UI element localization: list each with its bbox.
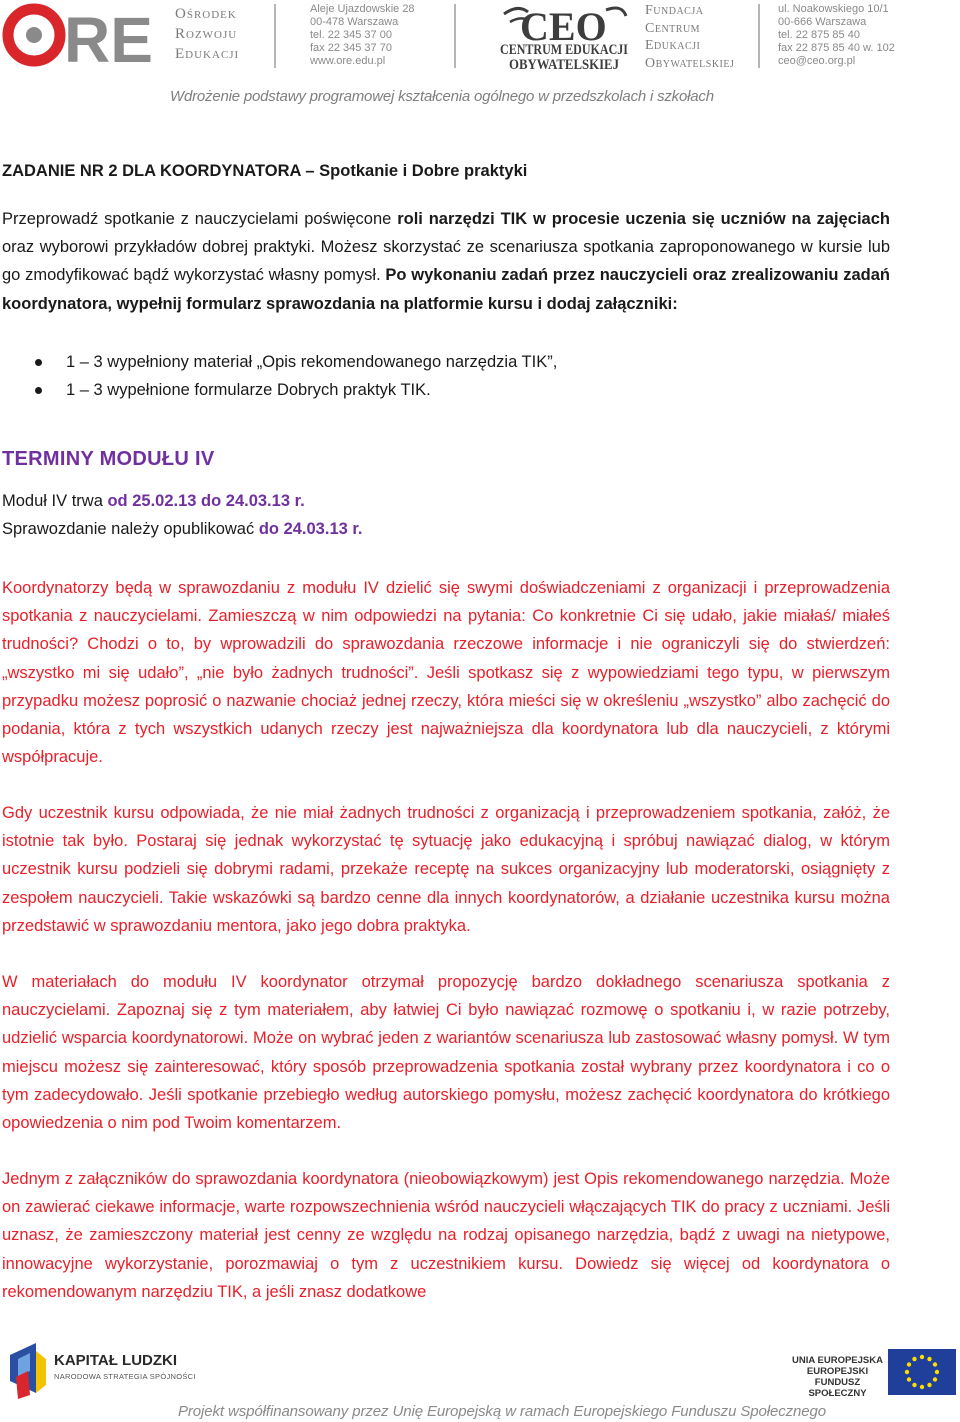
fceo-name-line: Fundacja — [645, 3, 704, 18]
page-footer — [0, 1335, 960, 1422]
address-line: 00-666 Warszawa — [778, 16, 867, 28]
attachment-list — [2, 348, 890, 404]
ore-name-line: Rozwoju — [175, 26, 238, 42]
ore-name-line: Ośrodek — [175, 6, 237, 22]
header-divider — [758, 4, 760, 68]
eu-star-icon — [935, 1370, 939, 1374]
address-line: www.ore.edu.pl — [310, 55, 386, 67]
header-tagline: Wdrożenie podstawy programowej kształcenia ogólnego w przedszkolach i szkołach — [170, 88, 714, 105]
eu-fund-label — [790, 1355, 885, 1399]
eu-star-icon — [933, 1362, 937, 1366]
eu-star-icon — [907, 1362, 911, 1366]
address-line: tel. 22 875 85 40 — [778, 29, 860, 41]
eu-star-icon — [933, 1377, 937, 1381]
eu-star-icon — [905, 1370, 909, 1374]
ceo-logo-line: CENTRUM EDUKACJI — [500, 42, 629, 58]
eu-label-line: UNIA EUROPEJSKA — [792, 1355, 883, 1366]
eu-label-line: FUNDUSZ SPOŁECZNY — [808, 1377, 867, 1399]
ore-name-line: Edukacji — [175, 46, 240, 62]
list-item: 1 – 3 wypełnione formularze Dobrych praktyk TIK. — [2, 376, 890, 404]
eu-star-icon — [927, 1383, 931, 1387]
address-line: fax 22 345 37 70 — [310, 42, 392, 54]
duration-label: Moduł IV trwa — [2, 492, 108, 510]
kapital-ludzki-logo — [8, 1341, 50, 1401]
intro-emphasis: Po wykonaniu zadań przez nauczycieli oraz zrealizowaniu zadań koordynatora, wypełnij formularz sprawozdania na platformie kursu i dodaj załączniki: — [2, 266, 890, 313]
mentor-note: Jednym z załączników do sprawozdania koordynatora (nieobowiązkowym) jest Opis rekomendowanego narzędzia. Może on zawierać ciekawe informacje, warte rozpowszechnienia wśród nauczycieli włączających TIK do pracy z uczniami. Jeśli uznasz, że zamieszczony materiał jest cenny ze względu na rodzaj opisanego narzędzia, bądź z uwagi na nietypowe, innowacyjne wykorzystanie, porozmawiaj o tym z uczestnikiem kursu. Dowiedz się więcej od koordynatora o rekomendowanym narzędziu TIK, a jeśli znasz dodatkowe — [2, 1170, 890, 1301]
ceo-logo — [498, 2, 630, 72]
eu-star-icon — [907, 1377, 911, 1381]
list-item: 1 – 3 wypełniony materiał „Opis rekomendowanego narzędzia TIK”, — [2, 348, 890, 376]
eu-star-icon — [912, 1383, 916, 1387]
address-line: ceo@ceo.org.pl — [778, 55, 856, 67]
terms-heading: TERMINY MODUŁU IV — [2, 448, 215, 470]
address-line: Aleje Ujazdowskie 28 — [310, 3, 415, 15]
kapital-ludzki-subtitle: NARODOWA STRATEGIA SPÓJNOŚCI — [54, 1372, 196, 1381]
eu-label-line: EUROPEJSKI — [806, 1366, 869, 1377]
intro-text: oraz wyborowi przykładów dobrej praktyki. Możesz skorzystać ze scenariusza spotkania zaproponowanego w kursie lub go zmodyfikować bądź wykorzystać własny pomysł. — [2, 238, 890, 285]
fceo-name-line: Edukacji — [645, 38, 701, 53]
ore-address — [310, 3, 415, 68]
ore-name — [175, 4, 270, 64]
fceo-name-line: Centrum — [645, 20, 701, 36]
task-title: ZADANIE NR 2 DLA KOORDYNATORA – Spotkanie i Dobre praktyki — [2, 162, 528, 180]
letterhead — [0, 0, 960, 120]
eu-star-icon — [912, 1357, 916, 1361]
eu-star-icon — [920, 1385, 924, 1389]
duration-dates: od 25.02.13 do 24.03.13 r. — [107, 492, 305, 510]
fceo-address — [778, 3, 895, 68]
project-funding-note: Projekt współfinansowany przez Unię Europejską w ramach Europejskiego Funduszu Społecznego — [178, 1403, 827, 1420]
fceo-name — [645, 2, 750, 72]
intro-text: Przeprowadź spotkanie z nauczycielami poświęcone — [2, 210, 398, 228]
deadline-label: Sprawozdanie należy opublikować — [2, 520, 259, 538]
intro-emphasis: roli narzędzi TIK w procesie uczenia się uczniów na zajęciach — [397, 210, 890, 228]
ceo-logo-line: OBYWATELSKIEJ — [509, 57, 619, 73]
svg-text:CEO: CEO — [520, 4, 607, 49]
mentor-note: W materiałach do modułu IV koordynator otrzymał propozycję bardzo dokładnego scenariusza spotkania z nauczycielami. Zapoznaj się z tym materiałem, aby łatwiej Ci było nawiązać rozmowę o spotkaniu i, w razie potrzeby, udzielić wsparcia koordynatorowi. Może on wybrać jeden z wariantów scenariusza lub zastosować własny pomysł. W tym miejscu możesz się zainteresować, który sposób przeprowadzenia spotkania został wybrany przez koordynatora i co o tym zadecydowało. Jeśli spotkanie przebiegło według autorskiego pomysłu, możesz zachęcić koordynatora do krótkiego opowiedzenia o nim pod Twoim komentarzem. — [2, 973, 890, 1133]
eu-star-icon — [927, 1357, 931, 1361]
address-line: 00-478 Warszawa — [310, 16, 399, 28]
svg-text:RE: RE — [64, 4, 153, 76]
mentor-note: Gdy uczestnik kursu odpowiada, że nie miał żadnych trudności z organizacją i przeprowadzeniem spotkania, załóż, że istotnie tak było. Postaraj się jednak wykorzystać tę sytuację jako edukacyjną i spróbuj nawiązać dialog, w którym uczestnik kursu podzieli się dobrymi radami, przekaże receptę na sukces organizacyjny lub moderatorski, osiągnięty z zespołem nauczycieli. Takie wskazówki są bardzo cenne dla innych koordynatorów, a działanie uczestnika kursu można przedstawić w sprawozdaniu mentora, jako jego dobra praktyka. — [2, 804, 890, 935]
header-divider — [454, 4, 456, 68]
address-line: fax 22 875 85 40 w. 102 — [778, 42, 895, 54]
module-duration — [2, 492, 305, 511]
mentor-note: Koordynatorzy będą w sprawozdaniu z modułu IV dzielić się swymi doświadczeniami z organizacji i przeprowadzenia spotkania z nauczycielami. Zamieszczą w nim odpowiedzi na pytania: Co konkretnie Ci się udało, jakie miałaś/ miałeś trudności? Chodzi o to, by wprowadzili do sprawozdania rzeczowe informacje i nie ograniczyli się do stwierdzeń: „wszystko mi się udało”, „nie było żadnych trudności”. Jeśli spotkasz się z wypowiedziami tego typu, w pierwszym przypadku możesz poprosić o nazwanie chociaż jednej rzeczy, która mieści się w określeniu „wszystko” albo zachęcić do podania, która z tych wszystkich udanych rzeczy jest najważniejsza dla koordynatora lub dla nauczycieli, z którymi współpracuje. — [2, 579, 890, 767]
eu-star-icon — [920, 1355, 924, 1359]
address-line: ul. Noakowskiego 10/1 — [778, 3, 889, 15]
deadline-date: do 24.03.13 r. — [258, 520, 363, 538]
address-line: tel. 22 345 37 00 — [310, 29, 392, 41]
eu-flag-icon — [888, 1349, 956, 1395]
kapital-ludzki-title: KAPITAŁ LUDZKI — [54, 1352, 178, 1369]
task-instructions — [2, 205, 890, 318]
report-deadline — [2, 520, 362, 539]
header-divider — [274, 4, 276, 68]
ore-logo — [2, 2, 162, 76]
fceo-name-line: Obywatelskiej — [645, 55, 735, 71]
